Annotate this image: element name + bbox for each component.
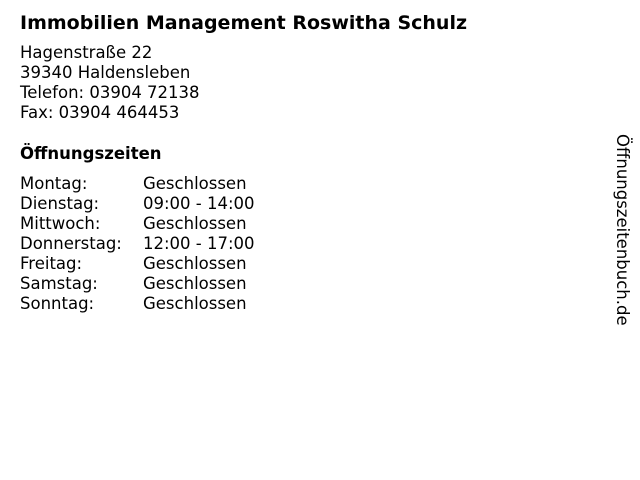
day-hours: 12:00 - 17:00 (143, 234, 255, 253)
day-label: Mittwoch: (20, 214, 101, 233)
hours-row (20, 214, 255, 234)
hours-row (20, 234, 255, 254)
hours-row (20, 254, 255, 274)
day-label: Montag: (20, 174, 88, 193)
contact-info (20, 43, 200, 123)
day-label: Donnerstag: (20, 234, 122, 253)
street-address: Hagenstraße 22 (20, 43, 153, 62)
hours-row (20, 174, 255, 194)
day-hours: Geschlossen (143, 294, 247, 313)
day-hours: Geschlossen (143, 214, 247, 233)
hours-row (20, 274, 255, 294)
fax-number: Fax: 03904 464453 (20, 103, 180, 122)
hours-row (20, 194, 255, 214)
day-label: Sonntag: (20, 294, 95, 313)
site-brand-label: Öffnungszeitenbuch.de (613, 134, 632, 326)
phone-number: Telefon: 03904 72138 (20, 83, 200, 102)
day-hours: Geschlossen (143, 174, 247, 193)
city-postal: 39340 Haldensleben (20, 63, 191, 82)
day-label: Dienstag: (20, 194, 100, 213)
hours-row (20, 294, 255, 314)
day-hours: Geschlossen (143, 274, 247, 293)
day-hours: Geschlossen (143, 254, 247, 273)
day-label: Samstag: (20, 274, 98, 293)
opening-hours-table (20, 174, 255, 314)
business-name: Immobilien Management Roswitha Schulz (20, 12, 468, 34)
opening-hours-heading: Öffnungszeiten (20, 144, 162, 163)
day-label: Freitag: (20, 254, 83, 273)
day-hours: 09:00 - 14:00 (143, 194, 255, 213)
